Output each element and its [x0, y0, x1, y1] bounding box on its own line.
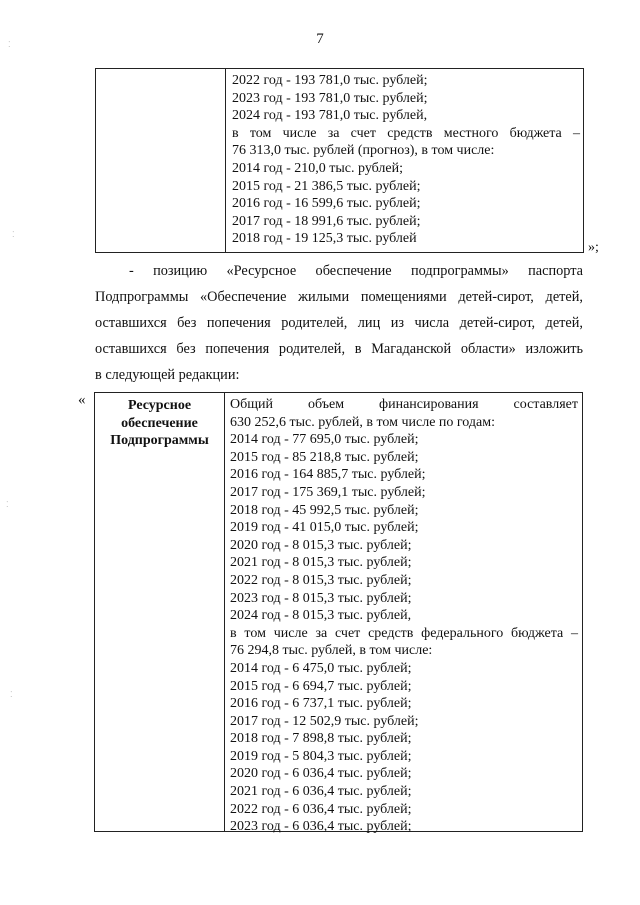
page-number: 7 — [316, 31, 324, 47]
table-line: 2017 год - 18 991,6 тыс. рублей; — [232, 213, 421, 229]
table-line: 2015 год - 21 386,5 тыс. рублей; — [232, 178, 421, 194]
paragraph-line: оставшихся без попечения родителей, в Магаданской области» изложить — [95, 341, 583, 357]
table-line: 2024 год - 8 015,3 тыс. рублей, — [230, 608, 412, 624]
table-line: 2016 год - 6 737,1 тыс. рублей; — [230, 696, 412, 712]
table-line: 2015 год - 85 218,8 тыс. рублей; — [230, 449, 419, 465]
table-line: 2022 год - 8 015,3 тыс. рублей; — [230, 572, 412, 588]
scan-speck: ⁚ — [12, 230, 15, 239]
table-line: 2014 год - 77 695,0 тыс. рублей; — [230, 432, 419, 448]
table-line: 2023 год - 6 036,4 тыс. рублей; — [230, 819, 412, 835]
table-line: 630 252,6 тыс. рублей, в том числе по годам: — [230, 414, 495, 430]
table-line: 2015 год - 6 694,7 тыс. рублей; — [230, 678, 412, 694]
table-line: 2024 год - 193 781,0 тыс. рублей, — [232, 108, 428, 124]
table-line: 2021 год - 8 015,3 тыс. рублей; — [230, 555, 412, 571]
table-line: 76 313,0 тыс. рублей (прогноз), в том числе: — [232, 143, 495, 159]
table-line: 2020 год - 6 036,4 тыс. рублей; — [230, 766, 412, 782]
table-line: 2014 год - 6 475,0 тыс. рублей; — [230, 660, 412, 676]
paragraph-line: Подпрограммы «Обеспечение жилыми помещениями детей-сирот, детей, — [95, 289, 583, 305]
table-line: 2017 год - 12 502,9 тыс. рублей; — [230, 713, 419, 729]
instruction-paragraph — [95, 258, 583, 388]
closing-quote: »; — [588, 240, 599, 255]
table-line: 76 294,8 тыс. рублей, в том числе: — [230, 643, 433, 659]
table-label — [95, 397, 224, 450]
table-line: 2019 год - 5 804,3 тыс. рублей; — [230, 748, 412, 764]
table-label-cell — [95, 393, 225, 831]
table-line: в том числе за счет средств федерального бюджета – — [230, 625, 578, 641]
table-line: 2016 год - 16 599,6 тыс. рублей; — [232, 196, 421, 212]
label-line: Подпрограммы — [110, 433, 209, 449]
table-line: 2023 год - 8 015,3 тыс. рублей; — [230, 590, 412, 606]
scan-speck: ⁚ — [8, 40, 11, 49]
label-line: Ресурсное — [127, 398, 192, 413]
table-line: 2020 год - 8 015,3 тыс. рублей; — [230, 537, 412, 553]
table-line: 2018 год - 45 992,5 тыс. рублей; — [230, 502, 419, 518]
table-line: 2018 год - 19 125,3 тыс. рублей — [232, 231, 417, 247]
table-value-cell — [232, 72, 580, 248]
table-line: 2023 год - 193 781,0 тыс. рублей; — [232, 90, 428, 106]
table-line: 2021 год - 6 036,4 тыс. рублей; — [230, 784, 412, 800]
table-line: в том числе за счет средств местного бюджета – — [232, 125, 580, 141]
paragraph-line: оставшихся без попечения родителей, лиц из числа детей-сирот, детей, — [95, 315, 583, 331]
table-line: 2022 год - 193 781,0 тыс. рублей; — [232, 73, 428, 88]
scan-speck: ⁚ — [6, 500, 9, 509]
resource-provision-table — [94, 392, 583, 835]
table-line: 2016 год - 164 885,7 тыс. рублей; — [230, 467, 426, 483]
table-line: 2018 год - 7 898,8 тыс. рублей; — [230, 731, 412, 747]
opening-quote: « — [78, 392, 86, 408]
label-line: обеспечение — [121, 415, 198, 431]
table-label-cell-empty — [96, 69, 226, 252]
table-line: 2014 год - 210,0 тыс. рублей; — [232, 160, 404, 176]
paragraph-line: - позицию «Ресурсное обеспечение подпрограммы» паспорта — [129, 263, 583, 279]
table-line: 2022 год - 6 036,4 тыс. рублей; — [230, 801, 412, 817]
table-line: 2019 год - 41 015,0 тыс. рублей; — [230, 520, 419, 536]
table-line: 2017 год - 175 369,1 тыс. рублей; — [230, 484, 426, 500]
table-value-cell — [230, 396, 578, 836]
scan-speck: ⁚ — [10, 690, 13, 699]
paragraph-line: в следующей редакции: — [95, 367, 240, 383]
table-line: Общий объем финансирования составляет — [230, 397, 578, 412]
funding-table-continuation — [95, 68, 584, 253]
